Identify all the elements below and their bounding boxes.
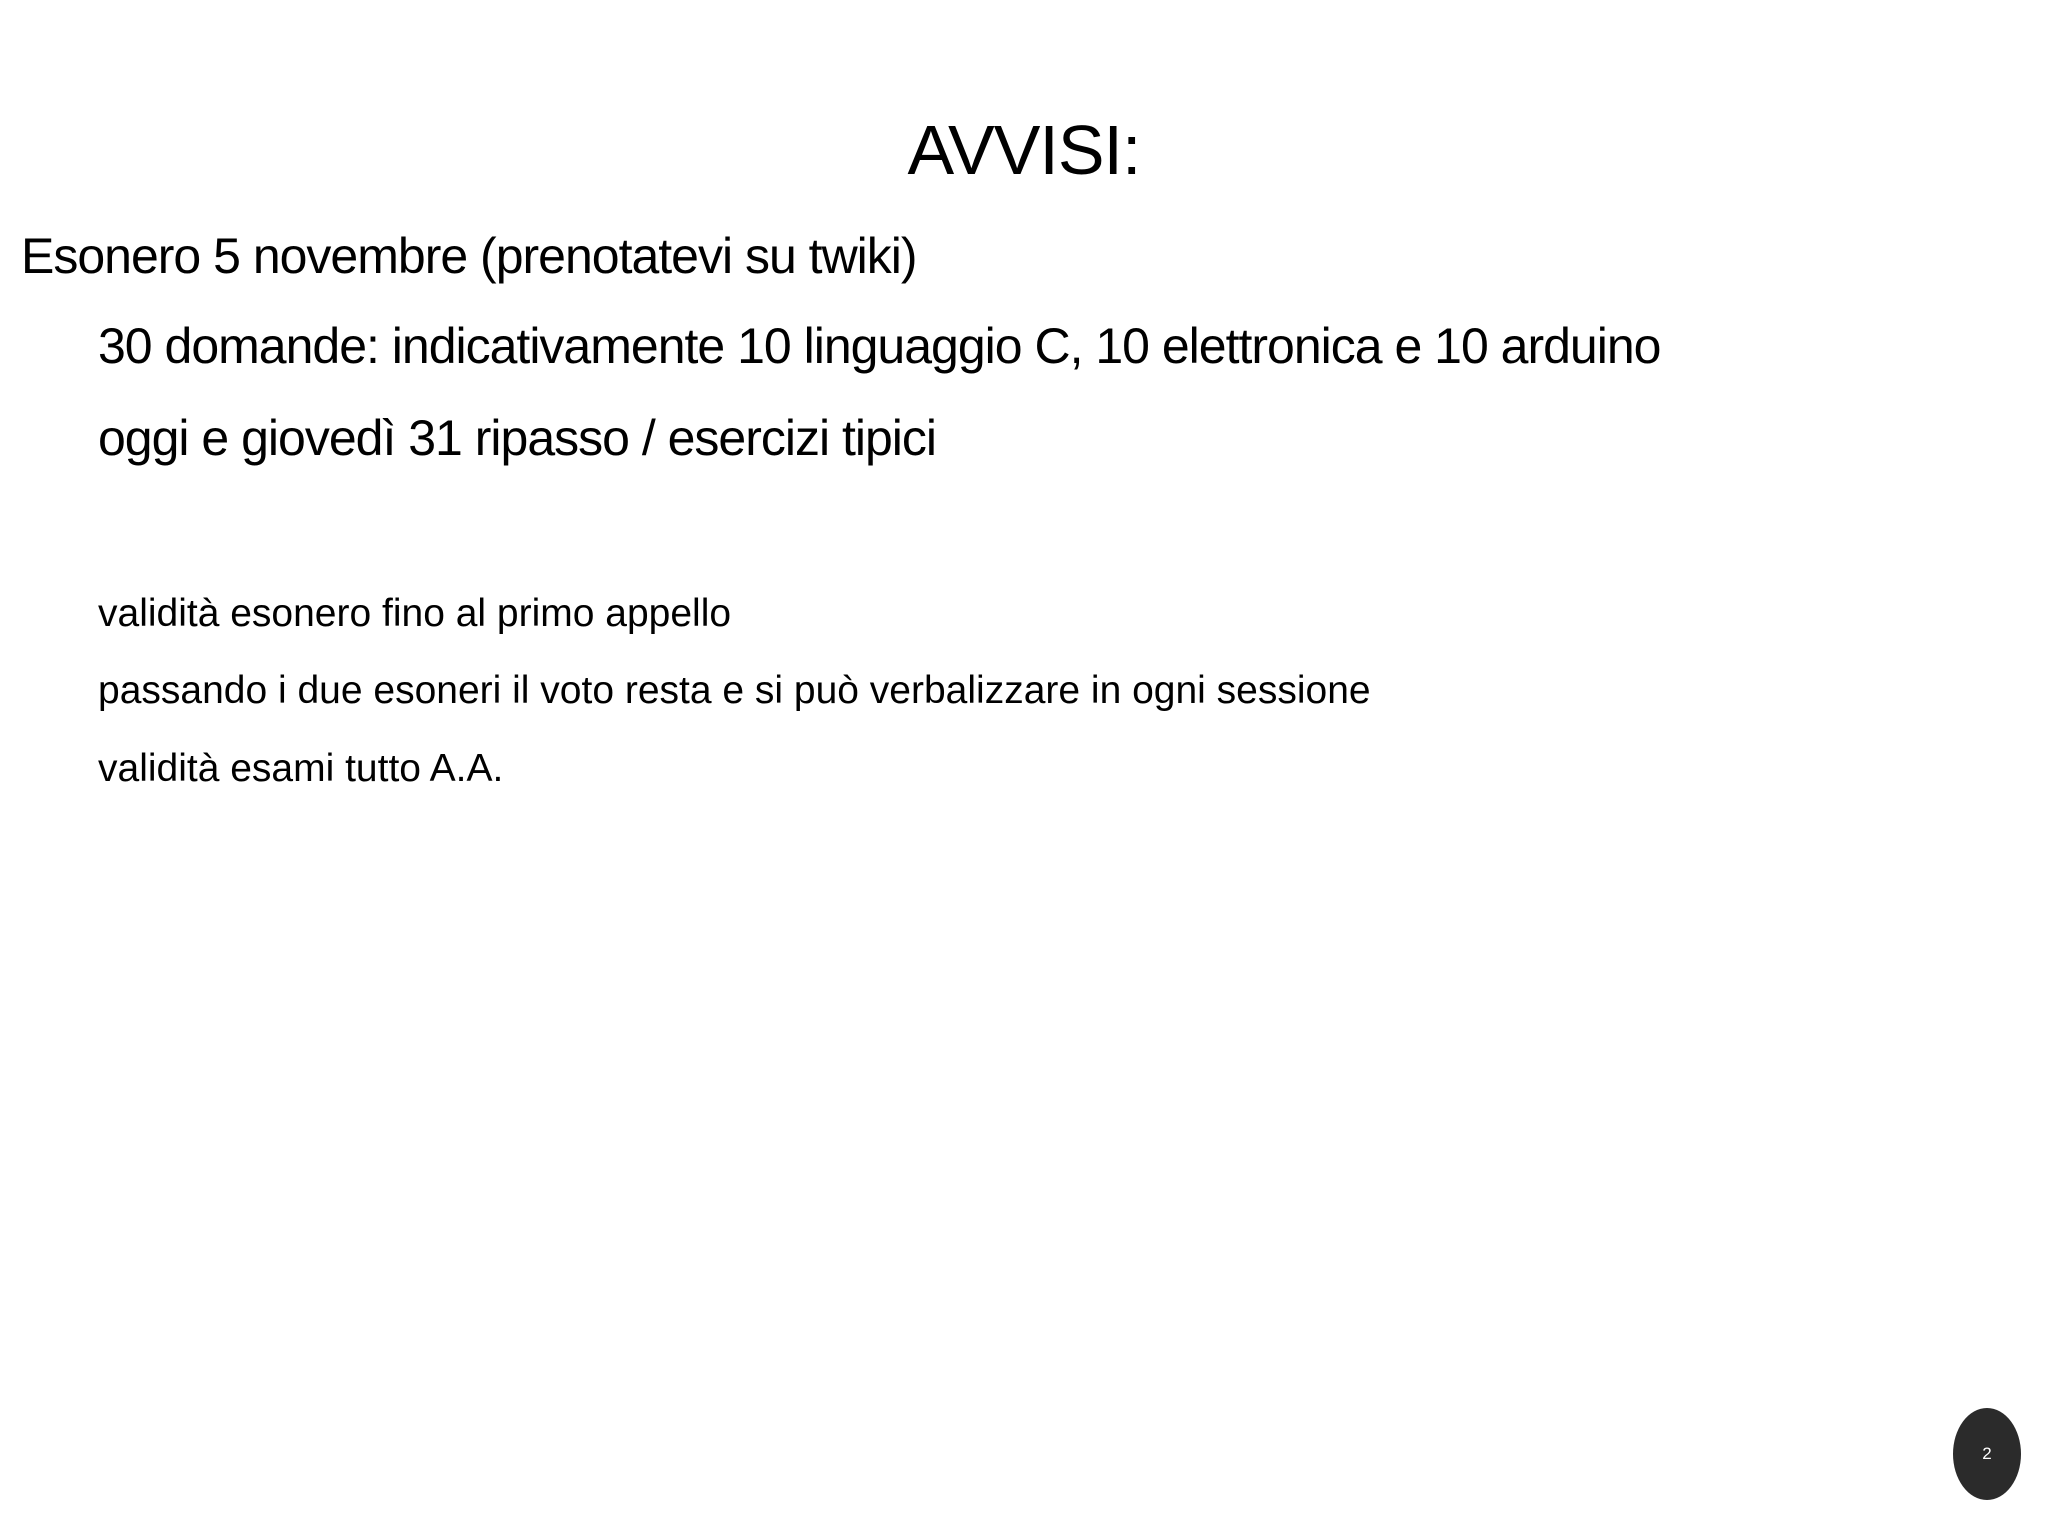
note-validita-esami: validità esami tutto A.A. [98, 747, 504, 790]
bullet-domande: 30 domande: indicativamente 10 linguaggio C, 10 elettronica e 10 arduino [98, 318, 1661, 374]
bullet-esonero-date: Esonero 5 novembre (prenotatevi su twiki) [21, 228, 917, 284]
bullet-ripasso: oggi e giovedì 31 ripasso / esercizi tipici [98, 410, 937, 466]
note-voto: passando i due esoneri il voto resta e si può verbalizzare in ogni sessione [98, 669, 1371, 712]
note-validita-esonero: validità esonero fino al primo appello [98, 592, 732, 635]
slide-title: AVVISI: [907, 111, 1141, 189]
page-number-badge: 2 [1953, 1408, 2021, 1500]
